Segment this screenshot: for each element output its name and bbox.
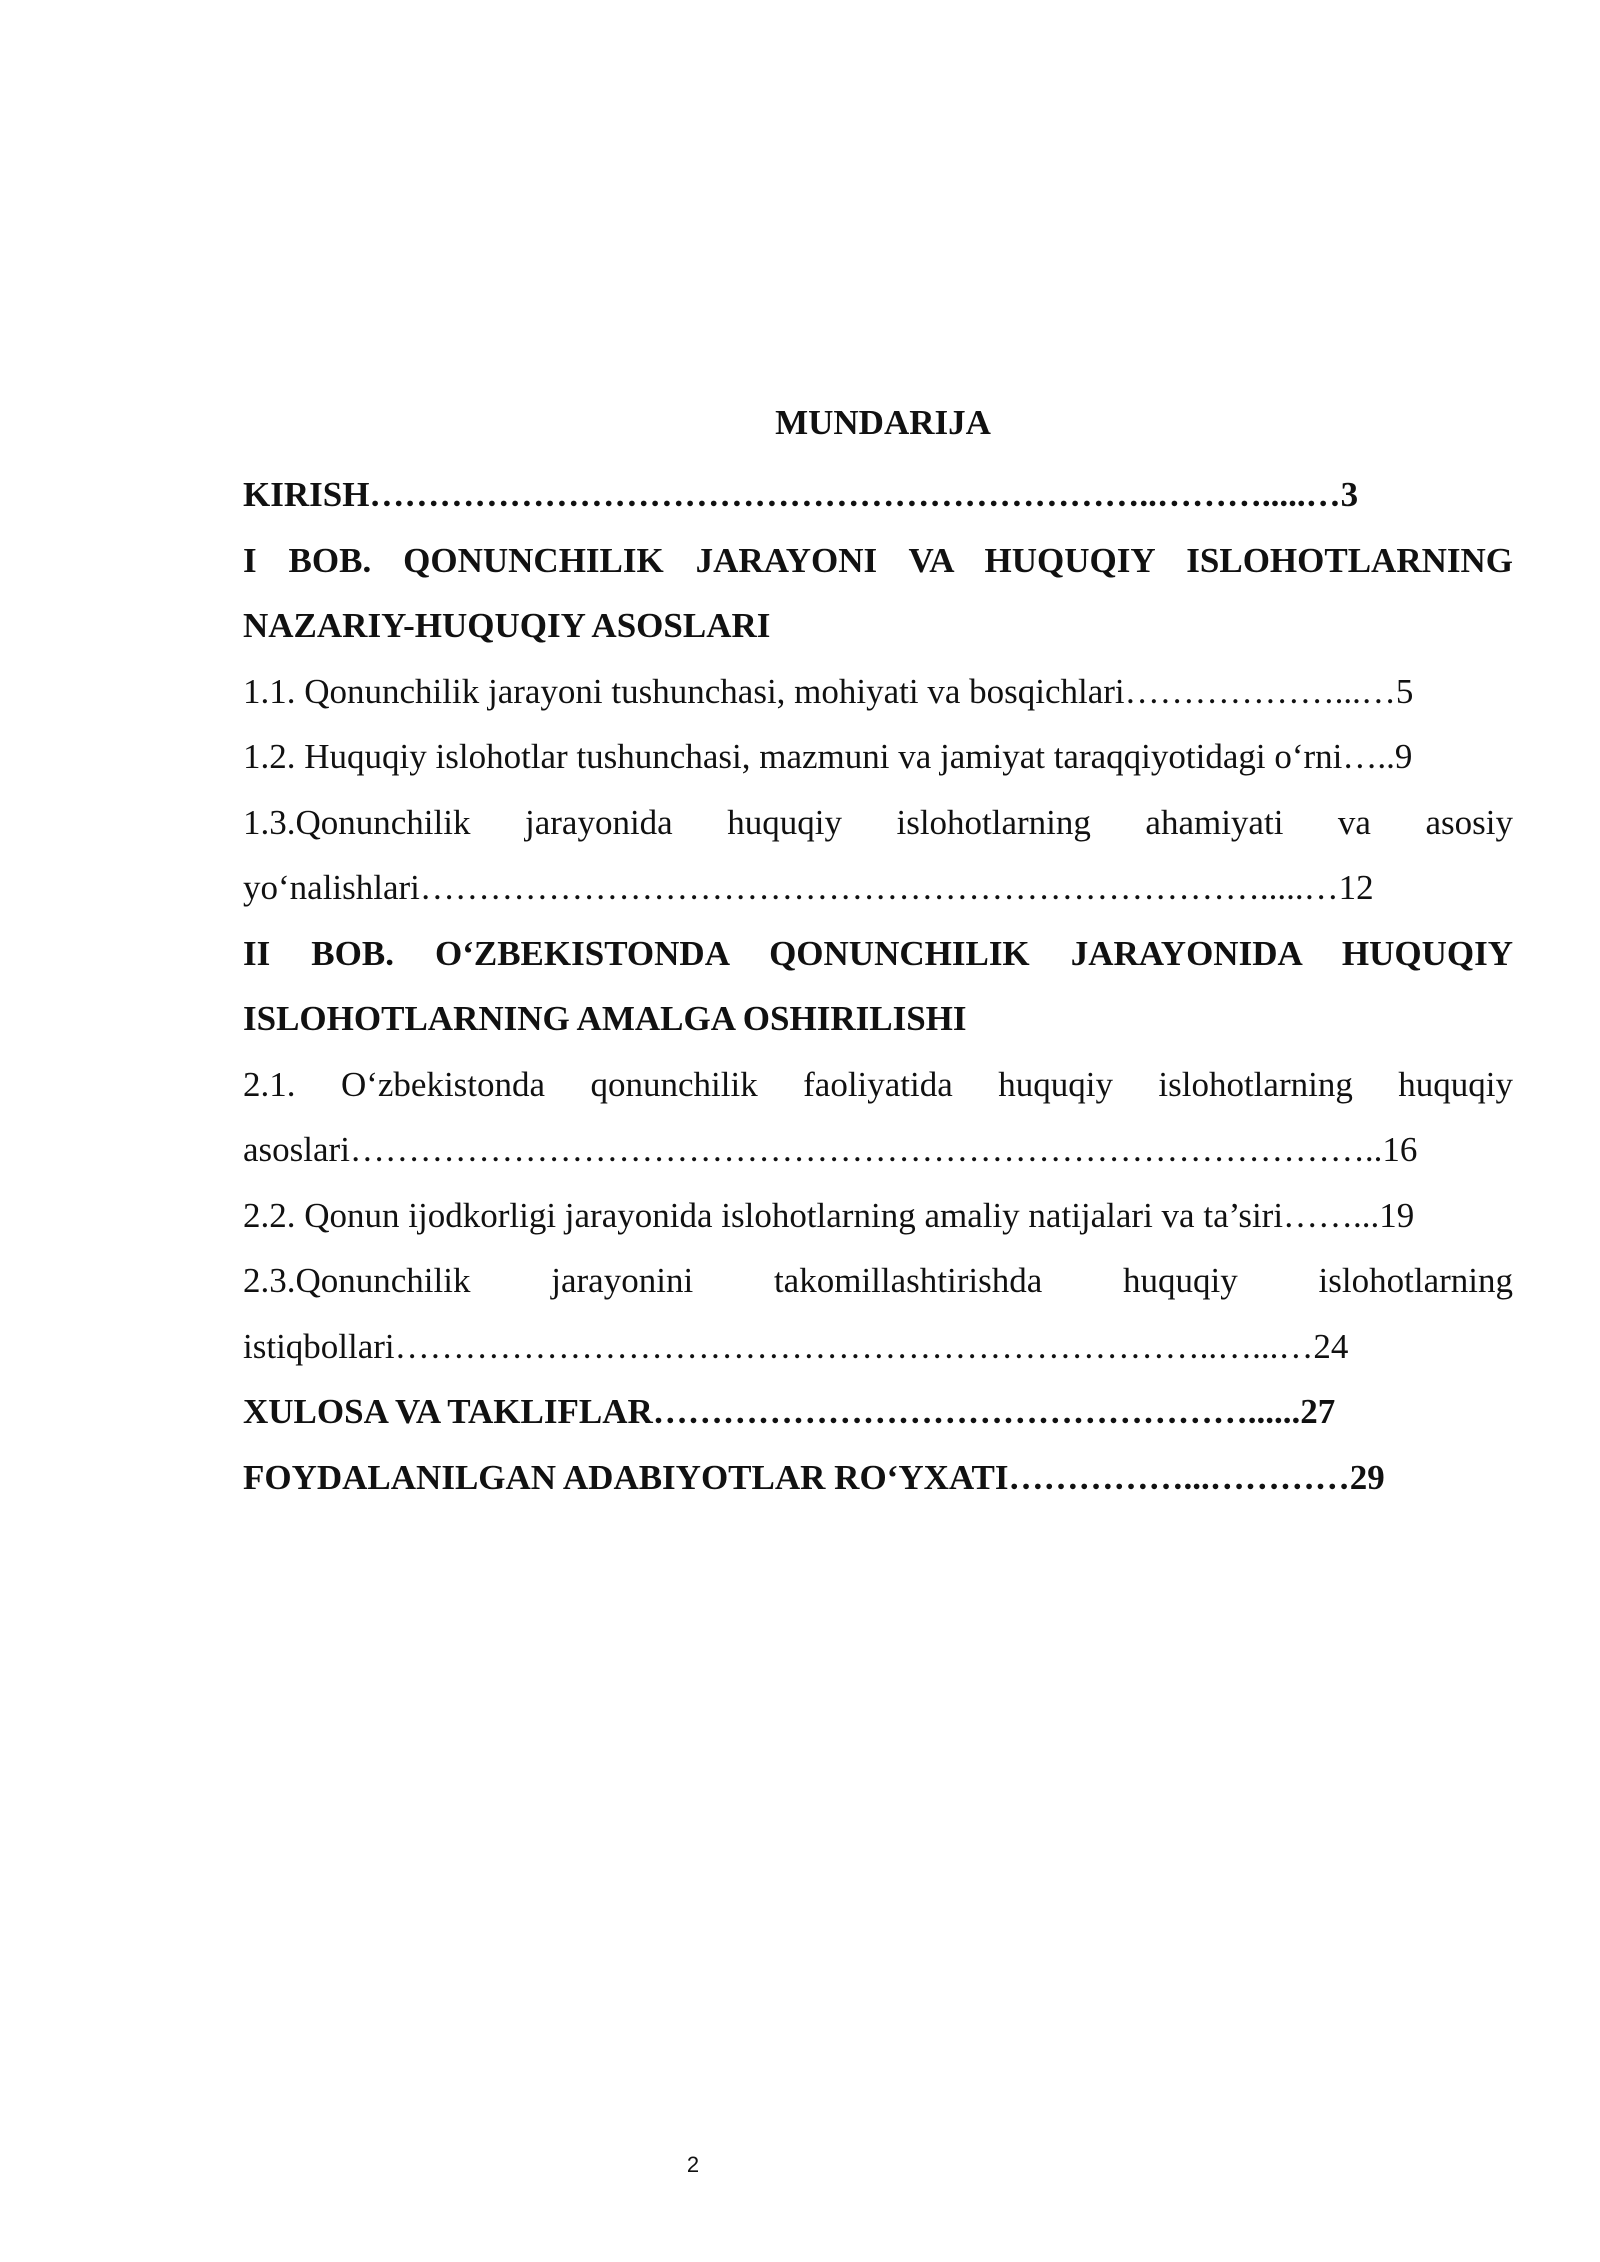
toc-entry-bibliography: FOYDALANILGAN ADABIYOTLAR RO‘YXATI……………...…………29 [243,1457,1385,1497]
toc-entry-2-1-line-2: asoslari……………………………………………………………………………..16 [243,1130,1418,1169]
toc-entry-2-1-line-1: 2.1. O‘zbekistonda qonunchilik faoliyatida huquqiy islohotlarning huquqiy [243,1064,1513,1104]
toc-entry-1-3-line-2: yo‘nalishlari……………………………………………………………….....…12 [243,868,1374,907]
toc-entry-conclusion: XULOSA VA TAKLIFLAR……………………………………………......27 [243,1392,1336,1431]
toc-chapter-2-heading-line-2: ISLOHOTLARNING AMALGA OSHIRILISHI [243,999,967,1038]
toc-entry-2-2: 2.2. Qonun ijodkorligi jarayonida islohotlarning amaliy natijalari va ta’siri……...19 [243,1195,1415,1235]
toc-entry-1-1: 1.1. Qonunchilik jarayoni tushunchasi, mohiyati va bosqichlari………………...…5 [243,671,1414,711]
toc-chapter-1-heading-line-2: NAZARIY-HUQUQIY ASOSLARI [243,606,771,645]
page-number: 2 [686,2152,700,2177]
toc-chapter-1-heading-line-1: I BOB. QONUNCHILIK JARAYONI VA HUQUQIY ISLOHOTLARNING [243,540,1513,580]
table-of-contents [243,398,1513,1510]
toc-entry-introduction: KIRISH…………………………………………………………..……….....…3 [243,475,1359,514]
toc-entry-1-3-line-1: 1.3.Qonunchilik jarayonida huquqiy islohotlarning ahamiyati va asosiy [243,802,1513,842]
toc-title: MUNDARIJA [775,403,991,442]
toc-chapter-2-heading-line-1: II BOB. O‘ZBEKISTONDA QONUNCHILIK JARAYONIDA HUQUQIY [243,933,1513,973]
toc-entry-1-2: 1.2. Huquqiy islohotlar tushunchasi, mazmuni va jamiyat taraqqiyotidagi o‘rni…..9 [243,737,1413,776]
toc-entry-2-3-line-2: istiqbollari……………………………………………………………..…...…24 [243,1326,1349,1366]
toc-entry-2-3-line-1: 2.3.Qonunchilik jarayonini takomillashtirishda huquqiy islohotlarning [243,1261,1513,1300]
